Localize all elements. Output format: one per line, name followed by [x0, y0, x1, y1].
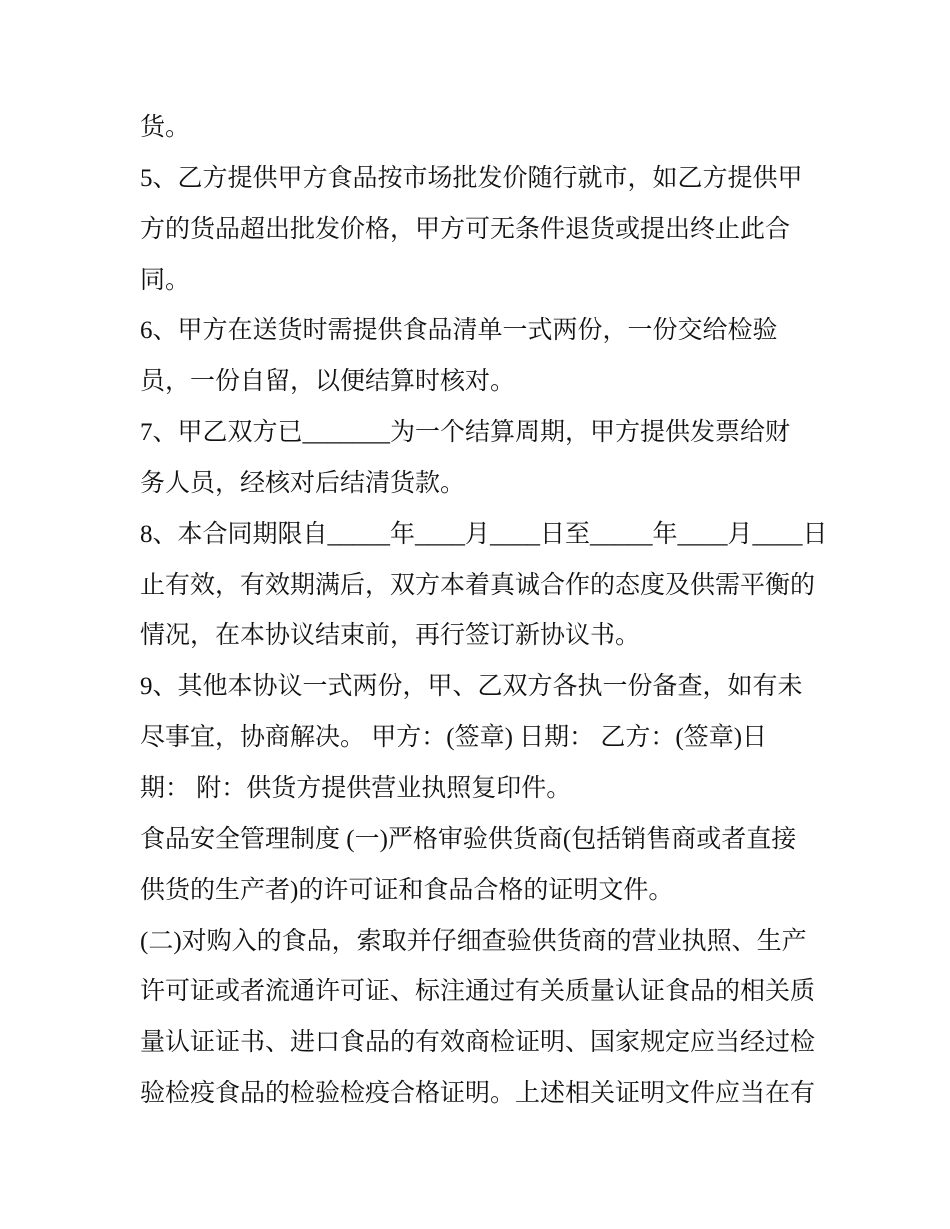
text-line: 方的货品超出批发价格，甲方可无条件退货或提出终止此合 — [140, 215, 791, 243]
text-line: 尽事宜，协商解决。 甲方：(签章) 日期： 乙方：(签章)日 — [140, 724, 768, 752]
text-line: 食品安全管理制度 (一)严格审验供货商(包括销售商或者直接 — [140, 825, 797, 853]
paragraph-clause-5 — [140, 154, 830, 307]
document-body — [140, 103, 830, 1120]
text-line: 5、乙方提供甲方食品按市场批发价随行就市，如乙方提供甲 — [140, 164, 803, 192]
text-line: 8、本合同期限自_____年____月____日至_____年____月____日 — [140, 520, 828, 548]
text-line: 许可证或者流通许可证、标注通过有关质量认证食品的相关质 — [140, 978, 816, 1006]
text-line: 止有效，有效期满后，双方本着真诚合作的态度及供需平衡的 — [140, 571, 816, 599]
text-line: 同。 — [140, 266, 191, 294]
text-line: 情况，在本协议结束前，再行签订新协议书。 — [140, 622, 641, 650]
paragraph-clause-6 — [140, 306, 830, 408]
text-line: 6、甲方在送货时需提供食品清单一式两份，一份交给检验 — [140, 317, 778, 345]
text-line: 供货的生产者)的许可证和食品合格的证明文件。 — [140, 876, 674, 904]
paragraph-continuation — [140, 103, 830, 154]
text-line: 验检疫食品的检验检疫合格证明。上述相关证明文件应当在有 — [140, 1080, 816, 1108]
text-line: 货。 — [140, 114, 191, 141]
text-line: 量认证证书、进口食品的有效商检证明、国家规定应当经过检 — [140, 1029, 816, 1057]
text-line: 7、甲乙双方已_______为一个结算周期，甲方提供发票给财 — [140, 419, 791, 447]
text-line: (二)对购入的食品，索取并仔细查验供货商的营业执照、生产 — [140, 927, 807, 955]
text-line: 务人员，经核对后结清货款。 — [140, 469, 466, 497]
paragraph-clause-7 — [140, 408, 830, 510]
paragraph-clause-8 — [140, 510, 830, 663]
paragraph-food-safety-2 — [140, 917, 830, 1120]
paragraph-clause-9 — [140, 662, 830, 815]
text-line: 期： 附：供货方提供营业执照复印件。 — [140, 774, 572, 802]
text-line: 9、其他本协议一式两份，甲、乙双方各执一份备查，如有未 — [140, 673, 803, 701]
paragraph-food-safety-1 — [140, 815, 830, 917]
text-line: 员，一份自留，以便结算时核对。 — [140, 368, 516, 396]
